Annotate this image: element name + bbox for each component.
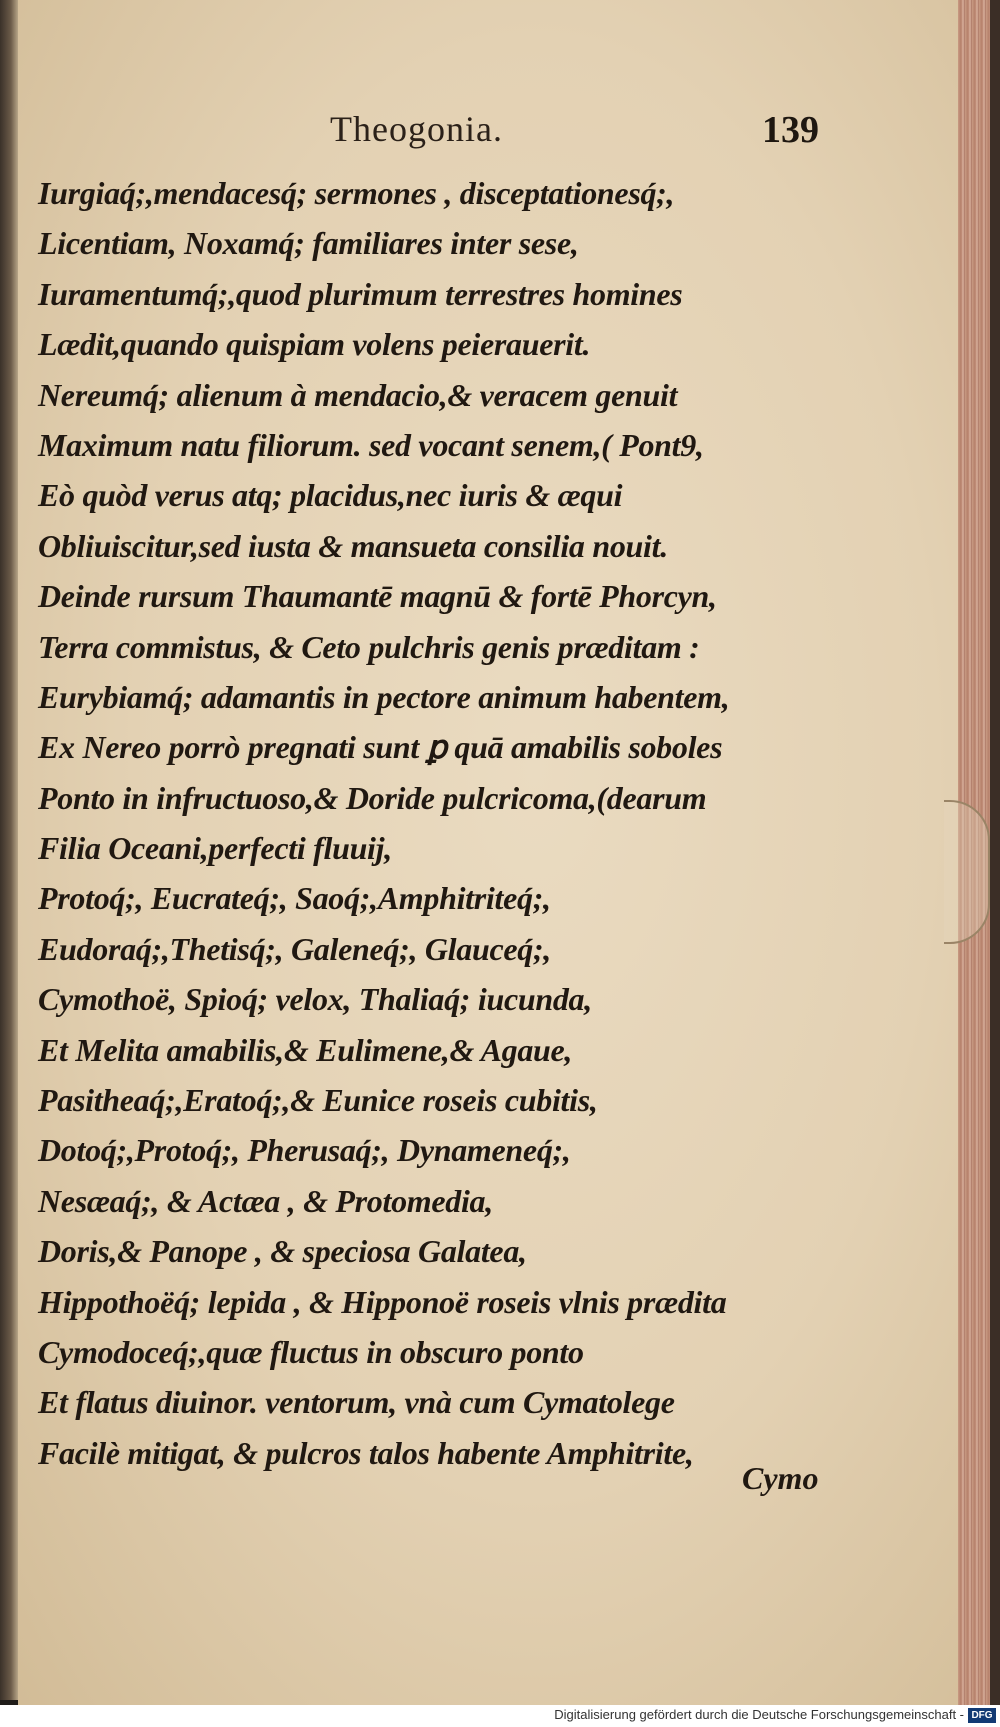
verse-line: Eò quòd verus atq; placidus,nec iuris & æqui <box>38 477 623 514</box>
verse-line: Eudoraq́;,Thetisq́;, Galeneq́;, Glauceq́;, <box>38 930 552 967</box>
verse-line: Lædit,quando quispiam volens peierauerit. <box>38 326 591 363</box>
verse-line: Terra commistus, & Ceto pulchris genis præditam : <box>38 628 700 665</box>
verse-line: Cymodoceq́;,quæ fluctus in obscuro ponto <box>38 1333 584 1370</box>
verse-line: Iuramentumq́;,quod plurimum terrestres homines <box>38 275 683 312</box>
verse-line: Filia Oceani,perfecti fluuij, <box>38 830 392 867</box>
verse-list <box>38 168 938 1478</box>
verse-line: Ponto in infructuoso,& Doride pulcricoma,(dearum <box>38 779 707 816</box>
verse-line: Hippothoëq́; lepida , & Hipponoë roseis vlnis prædita <box>38 1283 727 1320</box>
running-head: Theogonia. <box>330 109 503 149</box>
verse-line: Licentiam, Noxamq́; familiares inter sese, <box>38 225 579 262</box>
verse-line: Maximum natu filiorum. sed vocant senem,( Pont9, <box>38 426 704 463</box>
verse-line: Eurybiamq́; adamantis in pectore animum habentem, <box>38 678 730 715</box>
verse-line: Obliuiscitur,sed iusta & mansueta consilia nouit. <box>38 527 668 564</box>
digitization-footer <box>0 1705 1000 1727</box>
verse-line: Et Melita amabilis,& Eulimene,& Agaue, <box>38 1031 573 1068</box>
verse-line: Iurgiaq́;,mendacesq́; sermones , disceptationesq́;, <box>38 175 675 211</box>
verse-line: Et flatus diuinor. ventorum, vnà cum Cymatolege <box>38 1384 675 1421</box>
verse-line: Protoq́;, Eucrateq́;, Saoq́;,Amphitriteq́;, <box>38 880 551 917</box>
verse-line: Doris,& Panope , & speciosa Galatea, <box>38 1233 527 1270</box>
verse-line: Nesæaq́;, & Actæa , & Protomedia, <box>38 1182 493 1219</box>
verse-line: Facilè mitigat, & pulcros talos habente Amphitrite, <box>38 1434 694 1471</box>
page-tab-marker <box>944 800 990 944</box>
page-number: 139 <box>762 109 819 151</box>
verse-line: Cymothoë, Spioq́; velox, Thaliaq́; iucunda, <box>38 981 592 1018</box>
catchword: Cymo <box>742 1460 819 1496</box>
dfg-logo: DFG <box>968 1708 996 1723</box>
facing-page-gutter <box>0 0 18 1700</box>
funding-credit: Digitalisierung gefördert durch die Deutsche Forschungsgemeinschaft - <box>554 1707 964 1722</box>
verse-line: Nereumq́; alienum à mendacio,& veracem genuit <box>38 376 678 413</box>
page-header <box>0 108 1000 158</box>
verse-line: Ex Nereo porrò pregnati sunt ꝑ quā amabilis soboles <box>38 729 723 766</box>
verse-line: Deinde rursum Thaumantē magnū & fortē Phorcyn, <box>38 578 717 615</box>
verse-line: Dotoq́;,Protoq́;, Pherusaq́;, Dynameneq́;, <box>38 1132 571 1169</box>
verse-line: Pasitheaq́;,Eratoq́;,& Eunice roseis cubitis, <box>38 1082 598 1119</box>
